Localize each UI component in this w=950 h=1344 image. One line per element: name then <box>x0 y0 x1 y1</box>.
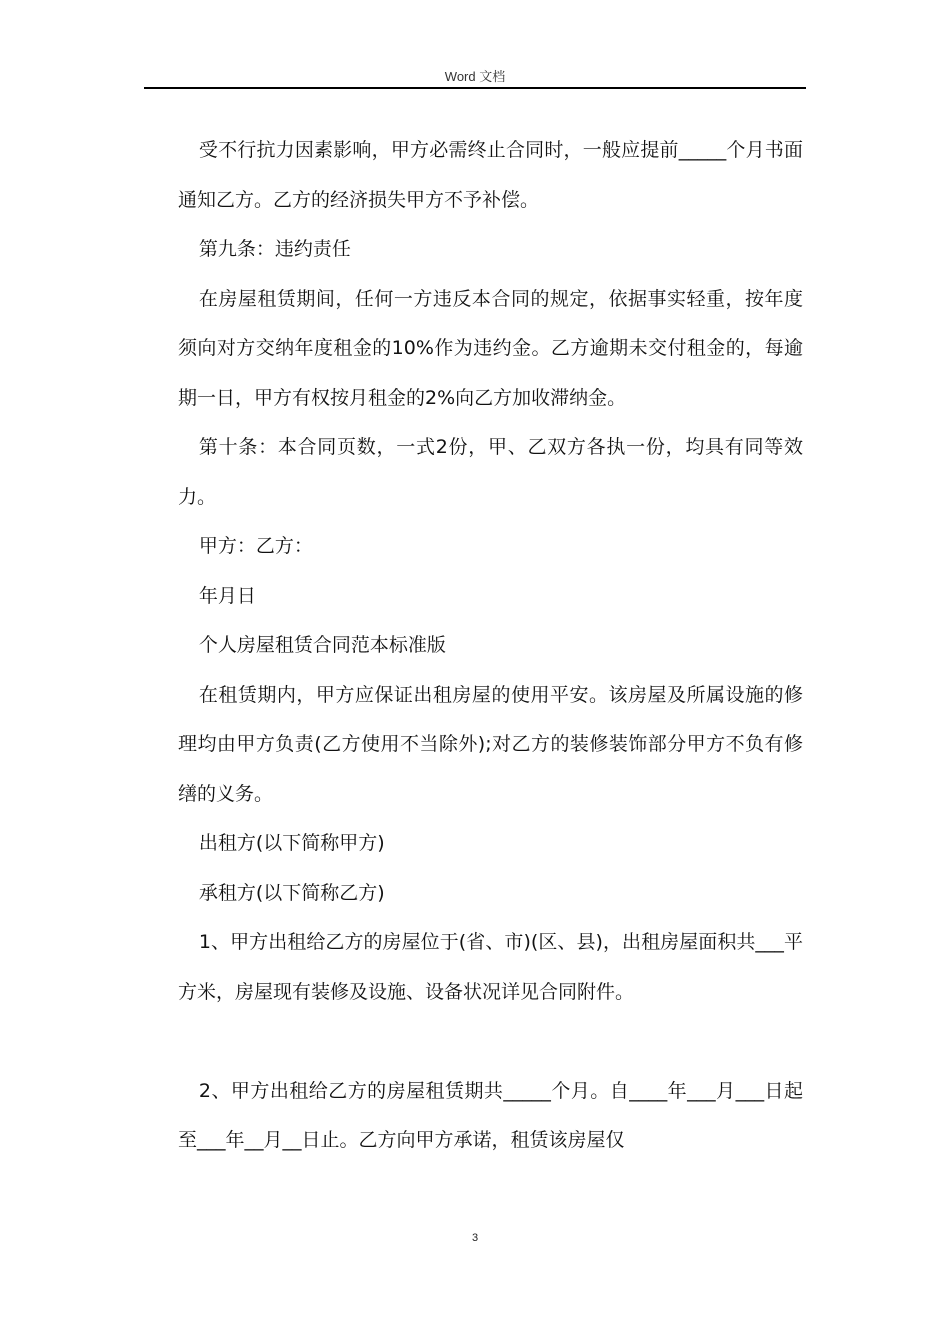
paragraph-lessee: 承租方(以下简称乙方) <box>198 881 385 904</box>
paragraph-signatures: 甲方：乙方： <box>198 535 313 557</box>
paragraph-clause-2: 2、甲方出租给乙方的房屋租赁期共_____个月。自____年___月___日起至___年__月__日止。乙方向甲方承诺，租赁该房屋仅 <box>178 1079 803 1151</box>
paragraph-date: 年月日 <box>198 584 256 607</box>
paragraph-spacer <box>178 1017 803 1067</box>
paragraph-force-majeure: 受不行抗力因素影响，甲方必需终止合同时，一般应提前_____个月书面通知乙方。乙方的经济损失甲方不予补偿。 <box>178 139 803 211</box>
paragraph-lease-safety: 在租赁期内，甲方应保证出租房屋的使用平安。该房屋及所属设施的修理均由甲方负责(乙方使用不当除外);对乙方的装修装饰部分甲方不负有修缮的义务。 <box>178 683 803 805</box>
document-header: Word 文档 <box>444 69 506 84</box>
paragraph-breach-liability: 在房屋租赁期间，任何一方违反本合同的规定，依据事实轻重，按年度须向对方交纳年度租金的10%作为违约金。乙方逾期未交付租金的，每逾期一日，甲方有权按月租金的2%向乙方加收滞纳金。 <box>178 287 803 409</box>
paragraph-contract-title: 个人房屋租赁合同范本标准版 <box>198 634 446 656</box>
paragraph-article-10: 第十条：本合同页数，一式2份，甲、乙双方各执一份，均具有同等效力。 <box>178 436 803 508</box>
document-body <box>178 126 803 1166</box>
page-number: 3 <box>471 1232 479 1244</box>
header-divider <box>144 87 806 89</box>
paragraph-lessor: 出租方(以下简称甲方) <box>198 832 385 854</box>
paragraph-article-9-heading: 第九条：违约责任 <box>198 238 351 260</box>
paragraph-clause-1: 1、甲方出租给乙方的房屋位于(省、市)(区、县)，出租房屋面积共___平方米，房屋现有装修及设施、设备状况详见合同附件。 <box>178 931 803 1003</box>
